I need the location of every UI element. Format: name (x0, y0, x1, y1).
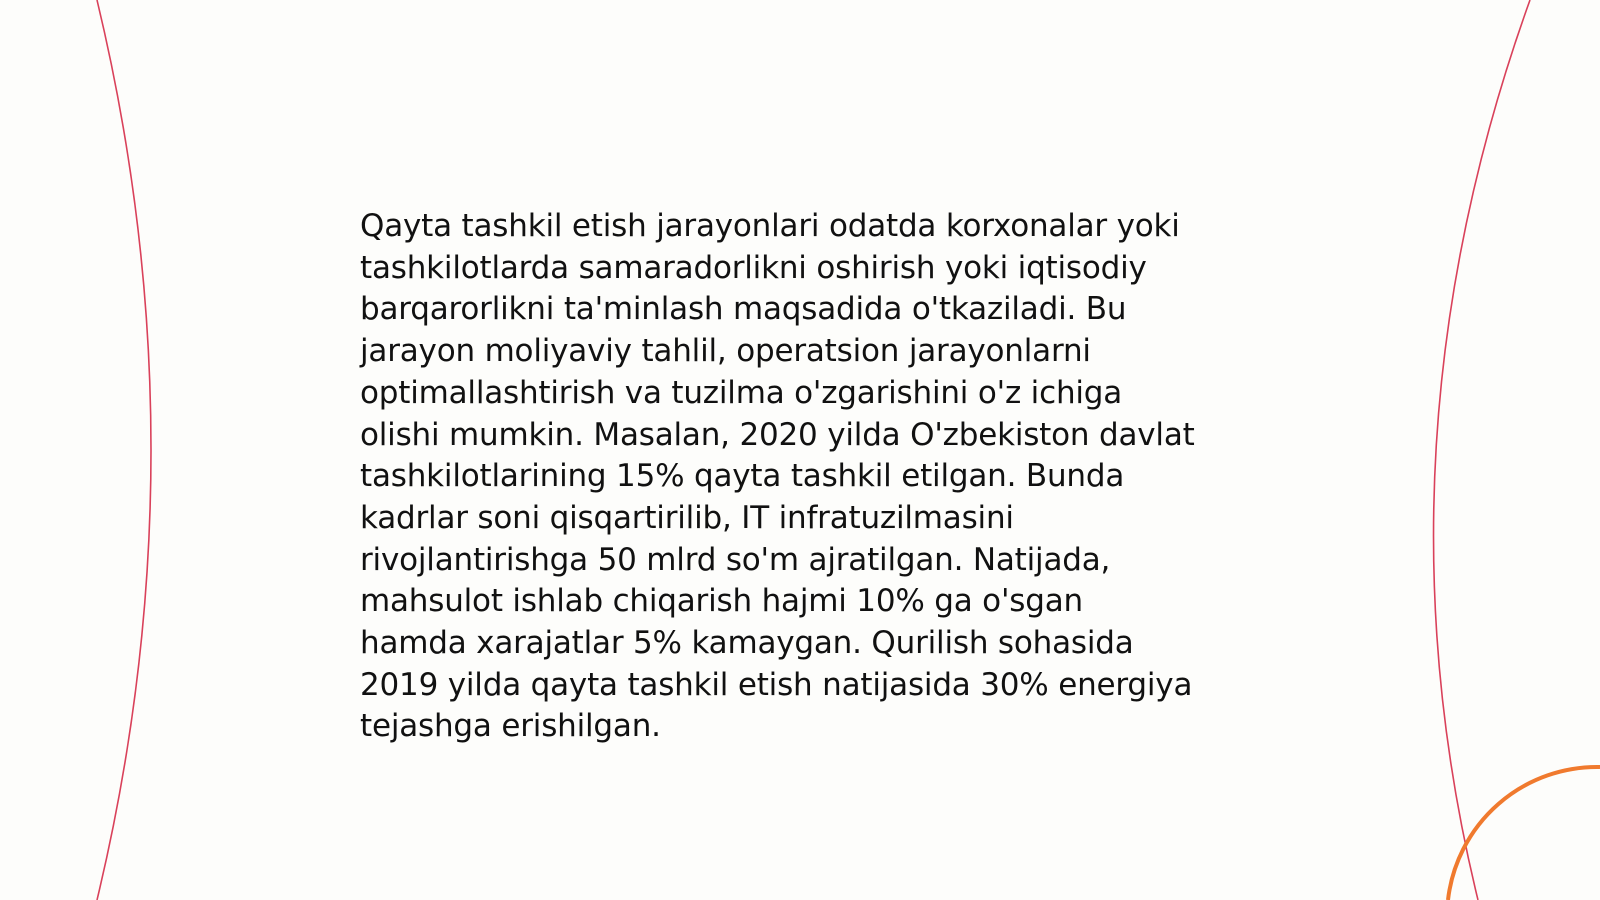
orange-arc (1448, 767, 1600, 900)
body-paragraph: Qayta tashkil etish jarayonlari odatda korxonalar yoki tashkilotlarda samaradorlikni oshirish yoki iqtisodiy barqarorlikni ta'minlash maqsadida o'tkaziladi. Bu jarayon moliyaviy tahlil, operatsion jarayonlarni optimallashtirish va tuzilma o'zgarishini o'z ichiga olishi mumkin. Masalan, 2020 yilda O'zbekiston davlat tashkilotlarining 15% qayta tashkil etilgan. Bunda kadrlar soni qisqartirilib, IT infratuzilmasini rivojlantirishga 50 mlrd so'm ajratilgan. Natijada, mahsulot ishlab chiqarish hajmi 10% ga o'sgan hamda xarajatlar 5% kamaygan. Qurilish sohasida 2019 yilda qayta tashkil etish natijasida 30% energiya tejashga erishilgan. (360, 208, 1195, 745)
left-curve-line (97, 0, 151, 900)
right-curve-line (1434, 0, 1530, 900)
